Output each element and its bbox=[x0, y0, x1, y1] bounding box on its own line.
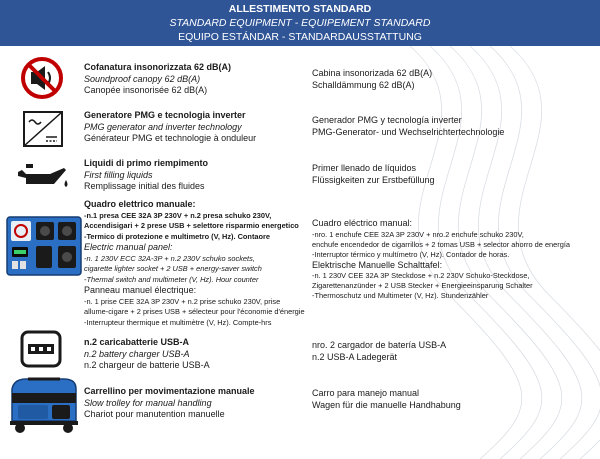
fr-text: Remplissage initial des fluides bbox=[84, 181, 205, 191]
de-text: n.2 USB-A Ladegerät bbox=[312, 351, 398, 362]
en-text: PMG generator and inverter technology bbox=[84, 121, 242, 132]
en-line: -n. 1 230V ECC 32A-3P + n.2 230V schuko sockets, bbox=[84, 253, 255, 263]
de-text: Schalldämmung 62 dB(A) bbox=[312, 79, 415, 90]
en-heading: Electric manual panel: bbox=[84, 242, 173, 252]
fr-text: Générateur PMG et technologie à onduleur bbox=[84, 133, 257, 143]
it-line: -Termico di protezione e multimetro (V, Hz). Contaore bbox=[84, 231, 271, 241]
pmg-inverter-icon bbox=[22, 110, 64, 148]
it-line: -n.1 presa CEE 32A 3P 230V + n.2 presa schuko 230V, bbox=[84, 210, 272, 220]
it-line: Accendisigari + 2 prese USB + selettore risparmio energetico bbox=[84, 221, 299, 230]
de-heading: Elektrische Manuelle Schalttafel: bbox=[312, 259, 443, 270]
fr-line: -n. 1 prise CEE 32A 3P 230V + n.2 prise schuko 230V, prise bbox=[84, 296, 281, 306]
de-line: -n. 1 230V CEE 32A 3P Steckdose + n.2 230V Schuko-Steckdose, bbox=[312, 271, 530, 280]
en-line: -Thermal switch and multimeter (V, Hz). Hour counter bbox=[84, 274, 259, 284]
battery-charger-icon bbox=[20, 330, 62, 368]
en-line: cigarette lighter socket + 2 USB + energy-saver switch bbox=[84, 264, 262, 273]
es-text: Generador PMG y tecnología inverter bbox=[312, 115, 462, 125]
en-text: n.2 battery charger USB-A bbox=[84, 348, 190, 359]
no-sound-icon bbox=[20, 56, 64, 100]
es-heading: Cuadro eléctrico manual: bbox=[312, 218, 413, 228]
fr-text: n.2 chargeur de batterie USB-A bbox=[84, 360, 210, 370]
es-text: Cabina insonorizada 62 dB(A) bbox=[312, 68, 433, 78]
it-heading: Quadro elettrico manuale: bbox=[84, 199, 196, 209]
es-line: -Interruptor térmico y multímetro (V, Hz). Contador de horas. bbox=[312, 249, 510, 259]
fr-text: Canopée insonorisée 62 dB(A) bbox=[84, 85, 208, 95]
trolley-generator-icon bbox=[6, 375, 82, 435]
es-text: Primer llenado de líquidos bbox=[312, 163, 417, 173]
en-text: Slow trolley for manual handling bbox=[84, 397, 212, 408]
es-text: Carro para manejo manual bbox=[312, 388, 420, 398]
de-line: -Thermoschutz und Multimeter (V, Hz). Stundenzähler bbox=[312, 291, 489, 300]
es-line: -nro. 1 enchufe CEE 32A 3P 230V + nro.2 enchufe schuko 230V, bbox=[312, 229, 524, 239]
header-title-en-fr: STANDARD EQUIPMENT - EQUIPEMENT STANDARD bbox=[169, 17, 431, 29]
it-text: Generatore PMG e tecnologia inverter bbox=[84, 110, 246, 120]
header-title-it: ALLESTIMENTO STANDARD bbox=[228, 3, 372, 15]
header-title-es-de: EQUIPO ESTÁNDAR - STANDARDAUSSTATTUNG bbox=[178, 31, 422, 43]
header-banner bbox=[0, 0, 600, 46]
de-text: Wagen für die manuelle Handhabung bbox=[312, 399, 461, 410]
en-text: First filling liquids bbox=[84, 169, 153, 180]
de-text: PMG-Generator- und Wechselrichtertechnologie bbox=[312, 126, 505, 137]
de-line: Zigarettenanzünder + 2 USB Stecker + Energieeinsparung Schalter bbox=[312, 281, 533, 290]
fr-heading: Panneau manuel électrique: bbox=[84, 285, 197, 295]
it-text: Cofanatura insonorizzata 62 dB(A) bbox=[84, 62, 232, 72]
it-text: Carrellino per movimentazione manuale bbox=[84, 386, 255, 396]
it-text: Liquidi di primo riempimento bbox=[84, 158, 209, 168]
es-text: nro. 2 cargador de batería USB-A bbox=[312, 340, 447, 350]
fr-line: allume-cigare + 2 prises USB + sélecteur pour l'économie d'énergie bbox=[84, 307, 305, 316]
oil-can-icon bbox=[14, 160, 72, 194]
es-line: enchufe encendedor de cigarrillos + 2 tomas USB + selector ahorro de energía bbox=[312, 239, 571, 249]
de-text: Flüssigkeiten zur Erstbefüllung bbox=[312, 174, 435, 185]
fr-text: Chariot pour manutention manuelle bbox=[84, 409, 225, 419]
it-text: n.2 caricabatterie USB-A bbox=[84, 337, 190, 347]
fr-line: -Interrupteur thermique et multimètre (V, Hz). Compte-hrs bbox=[84, 317, 272, 327]
control-panel-icon bbox=[6, 216, 82, 276]
en-text: Soundproof canopy 62 dB(A) bbox=[84, 73, 201, 84]
